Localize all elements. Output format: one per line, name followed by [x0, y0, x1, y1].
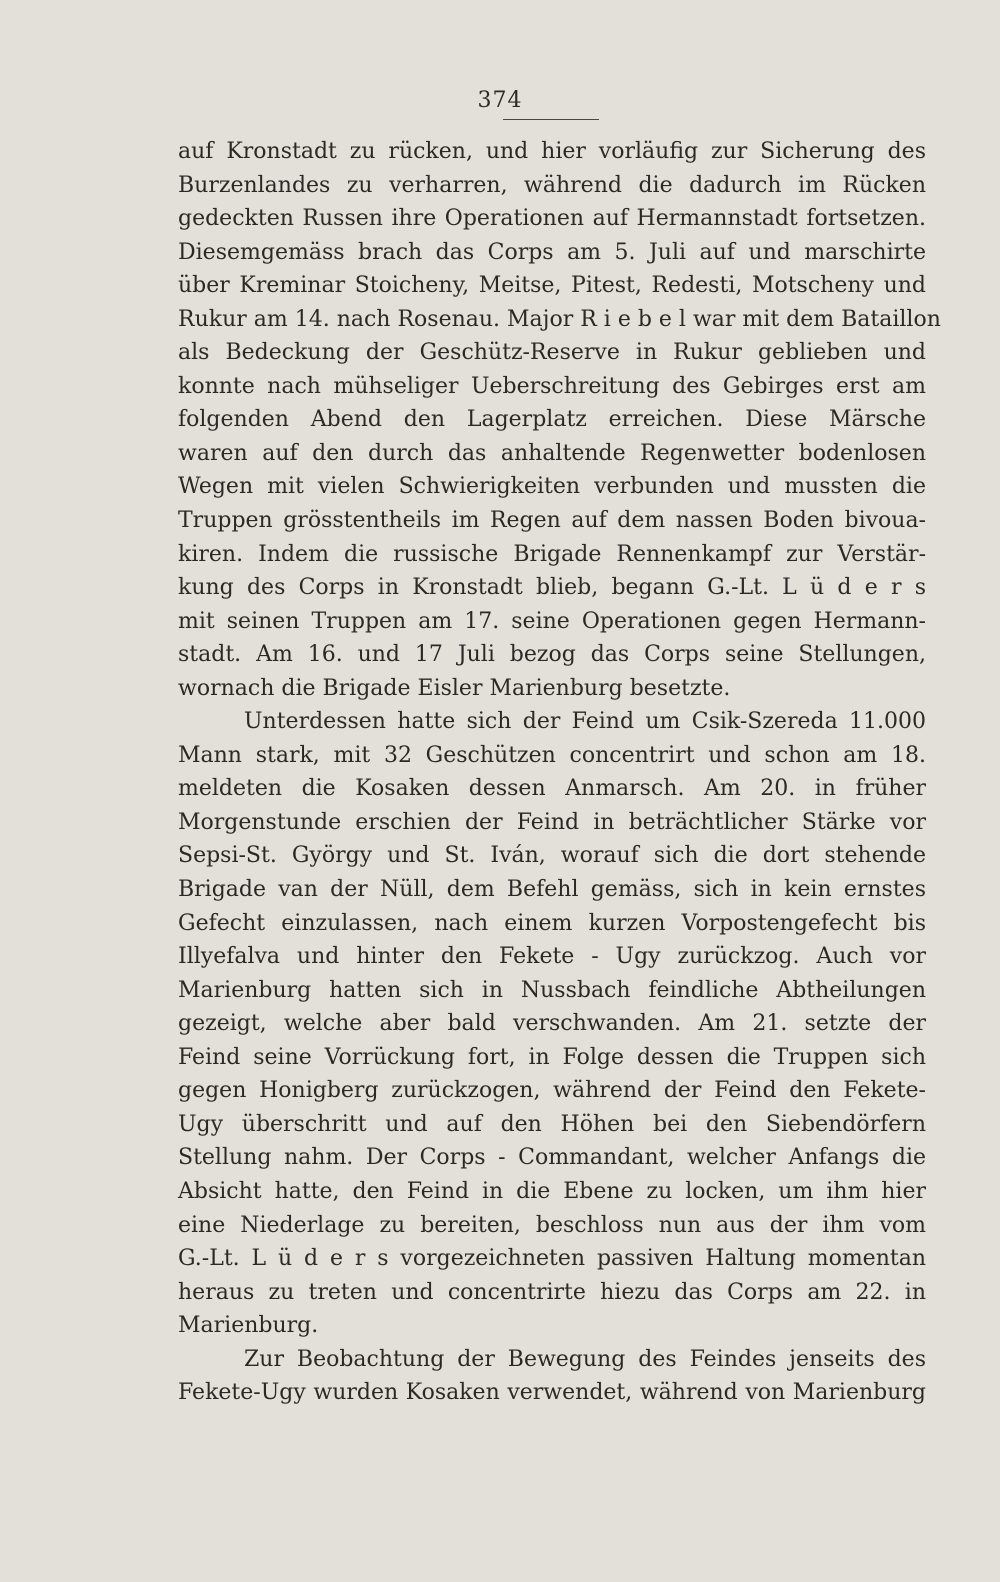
- text-line: kung des Corps in Kronstadt blieb, begann G.-Lt. L ü d e r s: [178, 575, 926, 601]
- paragraph-first-line: Zur Beobachtung der Bewegung des Feindes jenseits des: [244, 1346, 926, 1372]
- text-line: Ugy überschritt und auf den Höhen bei den Siebendörfern: [178, 1111, 926, 1137]
- page-number-rule: [503, 119, 599, 120]
- text-line: Sepsi-St. György und St. Iván, worauf sich die dort stehende: [178, 843, 926, 869]
- text-line: mit seinen Truppen am 17. seine Operationen gegen Hermann-: [178, 608, 926, 634]
- paragraph-last-line: wornach die Brigade Eisler Marienburg besetzte.: [178, 675, 731, 701]
- text-line: gedeckten Russen ihre Operationen auf Hermannstadt fortsetzen.: [178, 206, 926, 232]
- text-line: Mann stark, mit 32 Geschützen concentrirt und schon am 18.: [178, 742, 926, 768]
- text-line: als Bedeckung der Geschütz-Reserve in Rukur geblieben und: [178, 340, 926, 366]
- text-line: kiren. Indem die russische Brigade Rennenkampf zur Verstär-: [178, 541, 926, 567]
- text-line: Absicht hatte, den Feind in die Ebene zu locken, um ihm hier: [178, 1178, 926, 1204]
- text-line: G.-Lt. L ü d e r s vorgezeichneten passiven Haltung momentan: [178, 1246, 926, 1272]
- text-line: Diesemgemäss brach das Corps am 5. Juli auf und marschirte: [178, 239, 926, 265]
- text-line: meldeten die Kosaken dessen Anmarsch. Am 20. in früher: [178, 776, 926, 802]
- text-line: Burzenlandes zu verharren, während die dadurch im Rücken: [178, 172, 926, 198]
- text-line: Fekete-Ugy wurden Kosaken verwendet, während von Marienburg: [178, 1380, 926, 1406]
- text-line: folgenden Abend den Lagerplatz erreichen. Diese Märsche: [178, 407, 926, 433]
- text-line: stadt. Am 16. und 17 Juli bezog das Corps seine Stellungen,: [178, 642, 926, 668]
- body-text: [178, 135, 941, 1410]
- text-line: über Kreminar Stoicheny, Meitse, Pitest, Redesti, Motscheny und: [178, 273, 926, 299]
- text-line: Marienburg hatten sich in Nussbach feindliche Abtheilungen: [178, 977, 926, 1003]
- text-line: auf Kronstadt zu rücken, und hier vorläufig zur Sicherung des: [178, 139, 926, 164]
- text-line: Truppen grösstentheils im Regen auf dem nassen Boden bivoua-: [178, 508, 926, 534]
- text-line: gegen Honigberg zurückzogen, während der Feind den Fekete-: [178, 1078, 926, 1104]
- paragraph-last-line: Marienburg.: [178, 1313, 319, 1339]
- text-line: Wegen mit vielen Schwierigkeiten verbunden und mussten die: [178, 474, 926, 500]
- text-line: Stellung nahm. Der Corps - Commandant, welcher Anfangs die: [178, 1145, 926, 1171]
- paragraph-first-line: Unterdessen hatte sich der Feind um Csik-Szereda 11.000: [244, 709, 926, 735]
- text-line: gezeigt, welche aber bald verschwanden. Am 21. setzte der: [178, 1011, 926, 1037]
- text-line: heraus zu treten und concentrirte hiezu das Corps am 22. in: [178, 1279, 926, 1305]
- page-number: 374: [477, 88, 523, 113]
- text-line: konnte nach mühseliger Ueberschreitung des Gebirges erst am: [178, 373, 926, 399]
- text-line: Gefecht einzulassen, nach einem kurzen Vorpostengefecht bis: [178, 910, 926, 936]
- text-line: Morgenstunde erschien der Feind in beträchtlicher Stärke vor: [178, 809, 926, 835]
- text-line: Feind seine Vorrückung fort, in Folge dessen die Truppen sich: [178, 1044, 926, 1070]
- text-line: eine Niederlage zu bereiten, beschloss nun aus der ihm vom: [178, 1212, 926, 1238]
- page-number-container: [0, 88, 1000, 113]
- text-line: Illyefalva und hinter den Fekete - Ugy zurückzog. Auch vor: [178, 944, 926, 970]
- text-line: Brigade van der Nüll, dem Befehl gemäss, sich in kein ernstes: [178, 877, 926, 903]
- text-line: waren auf den durch das anhaltende Regenwetter bodenlosen: [178, 440, 926, 466]
- text-line: Rukur am 14. nach Rosenau. Major R i e b e l war mit dem Bataillon: [178, 306, 941, 332]
